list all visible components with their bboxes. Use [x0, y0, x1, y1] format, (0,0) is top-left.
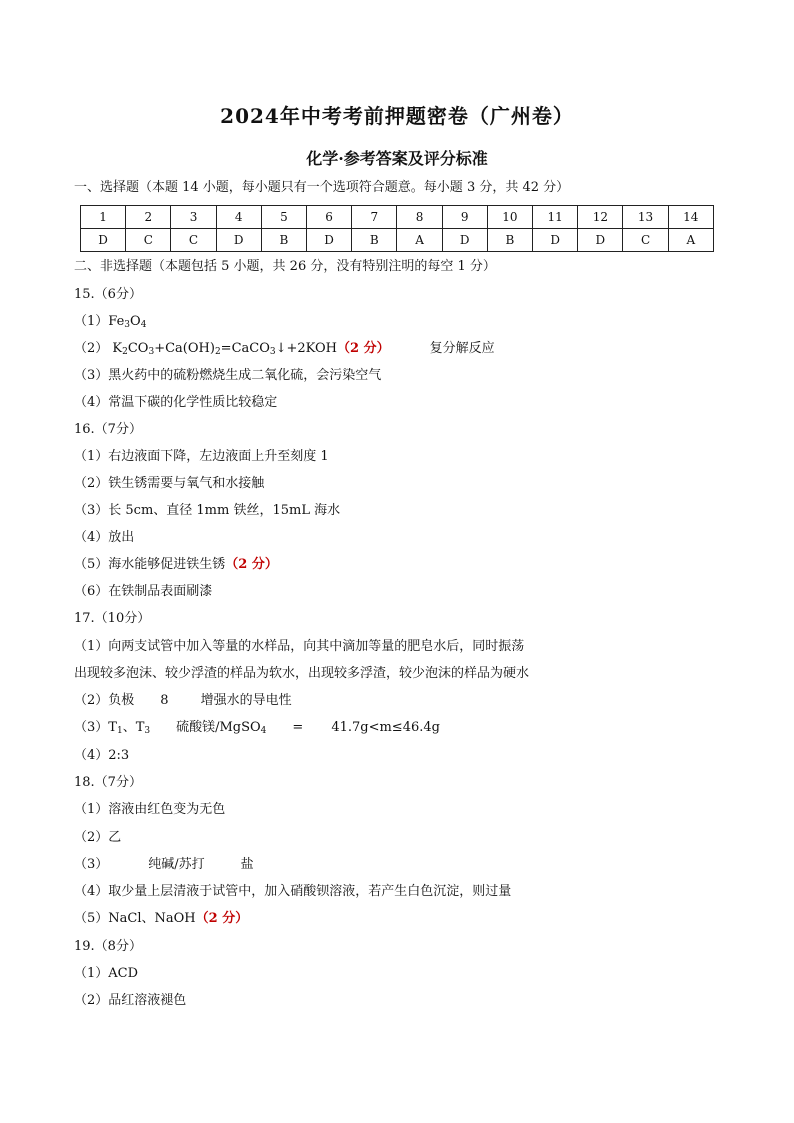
q17-answer-4: （4）2:3 [74, 748, 130, 763]
answer-cell: D [578, 229, 623, 252]
question-number-cell: 13 [623, 206, 668, 229]
answer-cell: A [397, 229, 442, 252]
q16-answer-4: （4）放出 [74, 530, 135, 545]
question-number-cell: 9 [442, 206, 487, 229]
q18-answer-1: （1）溶液由红色变为无色 [74, 802, 226, 817]
answer-table-answer-row [81, 229, 714, 252]
question-number-cell: 10 [487, 206, 532, 229]
question-number-cell: 3 [171, 206, 216, 229]
answer-cell: D [81, 229, 126, 252]
question-number-cell: 5 [261, 206, 306, 229]
page-subtitle: 化学·参考答案及评分标准 [306, 149, 488, 168]
question-number-cell: 1 [81, 206, 126, 229]
q16-heading: 16.（7分） [74, 422, 142, 437]
score-note: （2 分） [225, 557, 278, 572]
q15-answer-3: （3）黑火药中的硫粉燃烧生成二氧化硫，会污染空气 [74, 368, 382, 383]
q18-answer-5: （5）NaCl、NaOH（2 分） [74, 911, 249, 926]
q17-heading: 17.（10分） [74, 611, 151, 626]
answer-cell: D [442, 229, 487, 252]
question-number-cell: 11 [533, 206, 578, 229]
answer-cell: C [171, 229, 216, 252]
answer-cell: D [533, 229, 578, 252]
q15-answer-2: （2） $K_2CO_3+Ca(OH)_2=CaCO_3↓+2KOH(2$ 分） 复分解反应 [74, 341, 495, 357]
q17-answer-1-line-1: （1）向两支试管中加入等量的水样品，向其中滴加等量的肥皂水后，同时振荡 [74, 639, 525, 654]
q16-answer-6: （6）在铁制品表面刷漆 [74, 584, 213, 599]
q16-answer-5: （5）海水能够促进铁生锈（2 分） [74, 557, 278, 572]
q18-answer-3: （3） 纯碱/苏打 盐 [74, 857, 254, 872]
answer-cell: B [487, 229, 532, 252]
q16-answer-3: （3）长 5cm、直径 1mm 铁丝，15mL 海水 [74, 503, 341, 518]
q17-answer-1-line-2: 出现较多泡沫、较少浮渣的样品为软水，出现较多浮渣，较少泡沫的样品为硬水 [74, 666, 530, 681]
q19-answer-1: （1）ACD [74, 966, 139, 981]
answer-cell: C [126, 229, 171, 252]
reaction-type: 复分解反应 [429, 341, 495, 356]
question-number-cell: 6 [307, 206, 352, 229]
q18-answer-2: （2）乙 [74, 830, 122, 845]
q16-answer-1: （1）右边液面下降，左边液面上升至刻度 1 [74, 449, 329, 464]
section-1-heading: 一、选择题（本题 14 小题，每小题只有一个选项符合题意。每小题 3 分，共 42 分） [74, 180, 570, 195]
answer-table-number-row [81, 206, 714, 229]
q18-answer-4: （4）取少量上层清液于试管中，加入硝酸钡溶液，若产生白色沉淀，则过量 [74, 884, 512, 899]
q16-answer-2: （2）铁生锈需要与氧气和水接触 [74, 476, 265, 491]
answer-cell: C [623, 229, 668, 252]
q19-answer-2: （2）品红溶液褪色 [74, 993, 187, 1008]
score-note: （2 分） [195, 911, 249, 926]
question-number-cell: 12 [578, 206, 623, 229]
answer-cell: B [261, 229, 306, 252]
answer-cell: A [668, 229, 713, 252]
answer-cell: D [216, 229, 261, 252]
answer-cell: D [307, 229, 352, 252]
answer-table [80, 205, 714, 252]
answer-cell: B [352, 229, 397, 252]
question-number-cell: 7 [352, 206, 397, 229]
question-number-cell: 2 [126, 206, 171, 229]
q17-answer-2: （2）负极 8 增强水的导电性 [74, 693, 292, 708]
q15-answer-1: $(1)Fe_3O_4$ [74, 314, 147, 330]
question-number-cell: 4 [216, 206, 261, 229]
q17-answer-3: $(3)T_1$、$T_3$ 硫酸镁/MgSO$_4$ = 41.7g<m≤46.4g [74, 720, 440, 736]
q15-heading: 15.（6分） [74, 287, 142, 302]
question-number-cell: 14 [668, 206, 713, 229]
q18-heading: 18.（7分） [74, 775, 142, 790]
q19-heading: 19.（8分） [74, 939, 142, 954]
score-note: （2 分） [337, 341, 390, 356]
q15-answer-4: （4）常温下碳的化学性质比较稳定 [74, 395, 278, 410]
question-number-cell: 8 [397, 206, 442, 229]
page-title: 2024年中考考前押题密卷（广州卷） [220, 104, 574, 128]
section-2-heading: 二、非选择题（本题包括 5 小题，共 26 分，没有特别注明的每空 1 分） [74, 259, 496, 274]
